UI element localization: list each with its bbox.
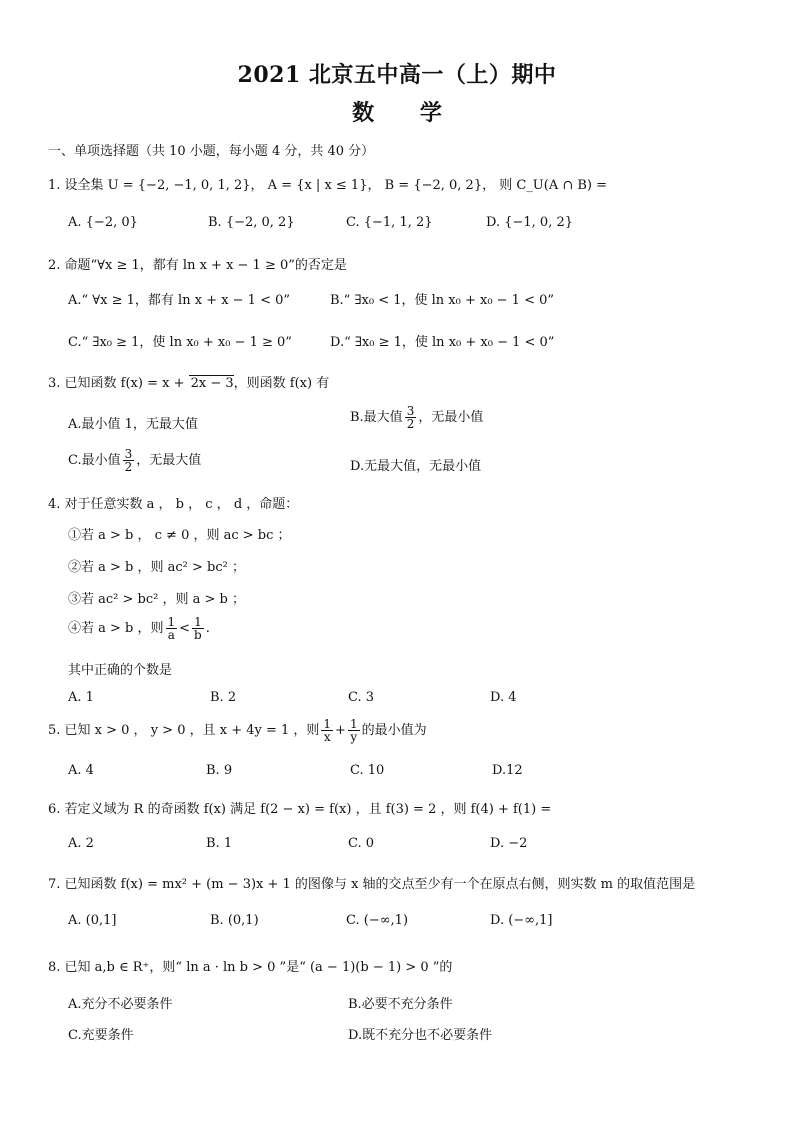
question-1-option-d: D. {−1, 0, 2}: [486, 215, 574, 230]
question-2-option-d: D.“ ∃x₀ ≥ 1，使 ln x₀ + x₀ − 1 < 0”: [330, 335, 555, 350]
question-8-option-b: B.必要不充分条件: [348, 997, 453, 1012]
question-3-sqrt: 2x − 3: [190, 376, 234, 391]
question-3-option-b-fraction: [405, 405, 417, 430]
fraction-denominator: a: [167, 628, 175, 642]
question-7-option-c: C. (−∞,1): [346, 913, 409, 928]
fraction-denominator: y: [350, 730, 358, 744]
fraction-denominator: b: [194, 628, 202, 642]
question-3-option-a: A.最小值 1，无最大值: [68, 417, 198, 432]
exam-title: 2021 北京五中高一（上）期中: [237, 62, 557, 88]
question-5-stem: [48, 718, 427, 743]
question-2-stem: 2. 命题“∀x ≥ 1，都有 ln x + x − 1 ≥ 0”的否定是: [48, 258, 347, 273]
section-heading: 一、单项选择题（共 10 小题，每小题 4 分，共 40 分）: [48, 144, 375, 159]
question-2-option-a: A.“ ∀x ≥ 1，都有 ln x + x − 1 < 0”: [68, 293, 291, 308]
question-3-option-b-label: B.最大值: [350, 410, 403, 425]
question-1-option-b: B. {−2, 0, 2}: [208, 215, 295, 230]
proposition-4-label: ④若 a > b ，则: [68, 621, 164, 636]
question-4-proposition-3: ③若 ac² > bc² ，则 a > b ；: [68, 592, 245, 607]
question-6-option-a: A. 2: [68, 836, 94, 851]
question-7-option-d: D. (−∞,1]: [490, 913, 553, 928]
proposition-4-fraction-a: [166, 616, 178, 641]
question-4-option-d: D. 4: [490, 690, 517, 705]
fraction-numerator: 1: [192, 616, 204, 629]
question-4-option-a: A. 1: [68, 690, 94, 705]
question-6-option-d: D. −2: [490, 836, 528, 851]
subject-title: 数 学: [352, 100, 442, 126]
question-5-option-a: A. 4: [68, 763, 94, 778]
question-8-option-c: C.充要条件: [68, 1028, 134, 1043]
fraction-denominator: 2: [124, 460, 133, 474]
question-4-option-c: C. 3: [348, 690, 375, 705]
question-8-option-d: D.既不充分也不必要条件: [348, 1028, 493, 1043]
question-2-option-b: B.“ ∃x₀ < 1，使 ln x₀ + x₀ − 1 < 0”: [330, 293, 555, 308]
question-7-stem: 7. 已知函数 f(x) = mx² + (m − 3)x + 1 的图像与 x 轴的交点至少有一个在原点右侧，则实数 m 的取值范围是: [48, 877, 696, 892]
question-3-option-b-suffix: ，无最小值: [418, 410, 484, 425]
fraction-numerator: 1: [349, 717, 358, 731]
question-4-option-b: B. 2: [210, 690, 237, 705]
question-5-stem-pre: 5. 已知 x > 0 ， y > 0 ，且 x + 4y = 1 ，则: [48, 723, 320, 738]
question-6-option-c: C. 0: [348, 836, 375, 851]
question-8-option-a: A.充分不必要条件: [68, 997, 173, 1012]
question-5-fraction-1: [321, 718, 333, 743]
question-4-proposition-2: ②若 a > b ，则 ac² > bc² ；: [68, 560, 245, 575]
plus-sign: +: [335, 723, 346, 738]
question-5-option-b: B. 9: [206, 763, 233, 778]
question-3-option-b: [350, 405, 483, 430]
question-6-stem: 6. 若定义域为 R 的奇函数 f(x) 满足 f(2 − x) = f(x) ，且 f(3) = 2 ，则 f(4) + f(1) =: [48, 802, 552, 817]
question-3-option-c-suffix: ，无最大值: [136, 453, 202, 468]
question-5-fraction-2: [348, 718, 360, 743]
question-7-option-a: A. (0,1]: [68, 913, 117, 928]
question-5-option-c: C. 10: [350, 763, 385, 778]
proposition-4-fraction-b: [192, 616, 204, 641]
question-1-option-c: C. {−1, 1, 2}: [346, 215, 433, 230]
less-than-sign: <: [179, 621, 191, 636]
question-4-proposition-1: ①若 a > b ， c ≠ 0 ，则 ac > bc ；: [68, 528, 291, 543]
question-2-option-c: C.“ ∃x₀ ≥ 1，使 ln x₀ + x₀ − 1 ≥ 0”: [68, 335, 292, 350]
question-3-stem-post: ，则函数 f(x) 有: [233, 376, 330, 391]
question-7-option-b: B. (0,1): [210, 913, 259, 928]
question-3-option-c-label: C.最小值: [68, 453, 121, 468]
proposition-4-end: .: [205, 621, 210, 636]
fraction-denominator: 2: [406, 417, 415, 431]
question-3-option-c: [68, 448, 201, 473]
question-3-option-d: D.无最大值，无最小值: [350, 459, 482, 474]
question-3-stem-pre: 3. 已知函数 f(x) = x +: [48, 376, 189, 391]
question-6-option-b: B. 1: [206, 836, 233, 851]
fraction-numerator: 1: [167, 615, 176, 629]
question-4-stem: 4. 对于任意实数 a ， b ， c ， d ，命题：: [48, 497, 299, 512]
question-3-option-c-fraction: [123, 448, 135, 473]
question-3-stem: [48, 372, 329, 391]
fraction-numerator: 3: [406, 404, 415, 418]
question-4-ask: 其中正确的个数是: [68, 663, 173, 678]
question-1-option-a: A. {−2, 0}: [68, 215, 138, 230]
question-5-option-d: D.12: [492, 763, 523, 778]
question-8-stem: 8. 已知 a,b ∈ R⁺，则“ ln a · ln b > 0 ”是“ (a − 1)(b − 1) > 0 ”的: [48, 960, 453, 975]
question-1-stem: 1. 设全集 U = {−2, −1, 0, 1, 2}， A = {x | x ≤ 1}， B = {−2, 0, 2}， 则 C_U(A ∩ B) =: [48, 178, 608, 193]
fraction-numerator: 3: [124, 447, 133, 461]
fraction-denominator: x: [323, 730, 331, 744]
question-4-proposition-4: [68, 616, 210, 641]
question-5-stem-post: 的最小值为: [361, 723, 427, 738]
fraction-numerator: 1: [323, 717, 332, 731]
